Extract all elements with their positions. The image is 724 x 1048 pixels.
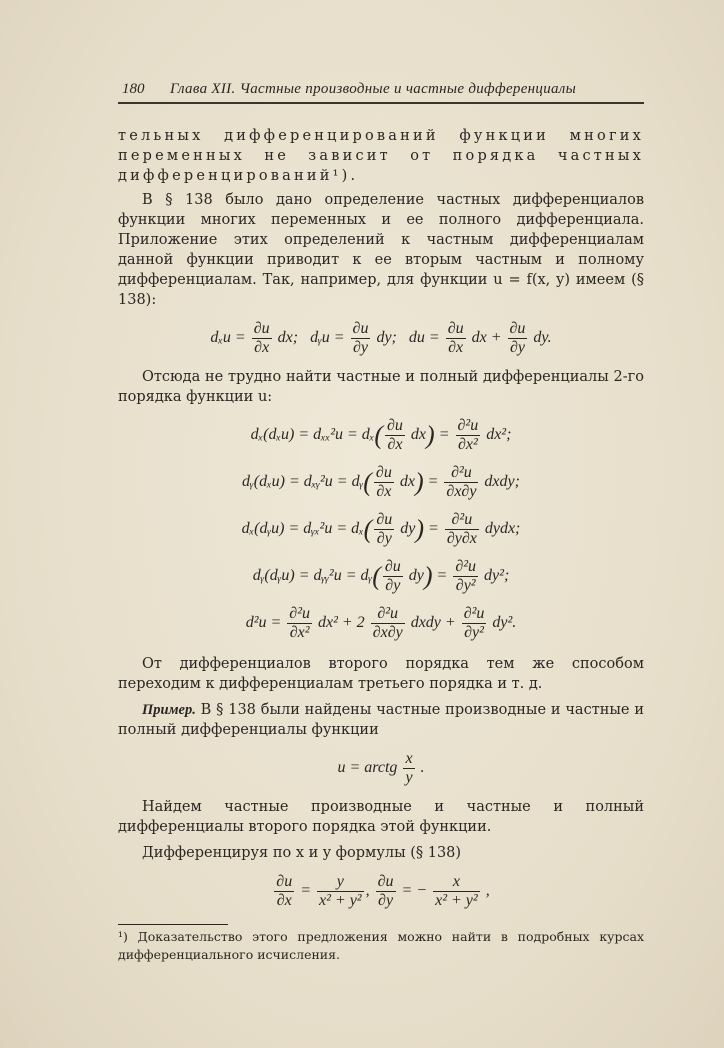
formula-term: dydx;	[480, 520, 521, 538]
fraction-denominator: ∂y	[352, 339, 368, 356]
formula-total-second-differential	[118, 605, 644, 642]
formula-term: =	[424, 520, 443, 538]
formula-term: dᵧ(dᵧu) = dᵧᵧ²u = dᵧ	[252, 567, 373, 585]
fraction-numerator: ∂²u	[457, 417, 479, 434]
formula-dxdy: dₓ(dᵧu) = dᵧₓ²u = dₓ( $\frac{\partial u}{\partial y}$ dy) = $\frac{\text{∂²u}}{\partial y\partial x}$ dydx;	[241, 511, 521, 547]
formula-term: =	[296, 882, 315, 900]
fraction	[462, 605, 487, 642]
fraction	[371, 605, 405, 642]
formula-term: dy	[404, 567, 424, 585]
formula-term: ,	[481, 882, 490, 900]
fraction-numerator: ∂u	[447, 320, 464, 337]
formula-term: =	[434, 426, 454, 444]
footnote: ¹) Доказательство этого предложения можно найти в подробных курсах дифференциального исчисления.	[118, 929, 644, 962]
paragraph-continuation: тельных дифференцирований функции многих переменных не зависит от порядка частных дифференцирований¹).	[118, 128, 644, 184]
fraction-denominator: ∂y	[509, 339, 525, 356]
fraction-denominator: ∂x∂y	[372, 624, 403, 641]
fraction	[433, 873, 480, 910]
fraction-denominator: ∂x	[254, 339, 270, 356]
fraction	[383, 558, 403, 595]
fraction-numerator: ∂u	[253, 320, 270, 337]
formula-partials	[118, 873, 644, 910]
fraction	[317, 873, 364, 910]
formula-term: dx	[406, 426, 427, 444]
fraction-denominator: ∂x∂y	[446, 483, 477, 500]
fraction-denominator: ∂y²	[464, 624, 484, 641]
page-body	[118, 126, 644, 920]
formula-term: ,	[365, 882, 374, 900]
fraction-numerator: y	[317, 873, 364, 892]
formula-first-differentials	[118, 320, 644, 357]
running-head	[118, 80, 644, 104]
fraction-denominator: ∂y	[385, 577, 401, 594]
fraction-denominator: ∂y²	[455, 577, 476, 594]
fraction-denominator: ∂x	[387, 436, 403, 453]
fraction-numerator: ∂²u	[289, 605, 310, 622]
fraction-numerator: ∂²u	[463, 605, 485, 622]
formula-term: d²u =	[245, 614, 286, 632]
example-label: Пример.	[142, 702, 196, 718]
fraction-denominator: ∂x	[376, 483, 392, 500]
formula-term: = −	[397, 882, 432, 900]
formula-term: dy².	[488, 614, 517, 632]
formula-term: .	[416, 759, 425, 777]
fraction-numerator: x	[405, 750, 413, 767]
fraction-numerator: ∂²u	[444, 464, 478, 483]
fraction-denominator: y	[405, 769, 413, 786]
fraction-numerator: ∂u	[384, 558, 401, 575]
formula-term: du =	[408, 329, 444, 347]
fraction-numerator: ∂²u	[371, 605, 405, 624]
paragraph-differentiating: Дифференцируя по x и y формулы (§ 138)	[142, 845, 462, 861]
formula-term: dx;	[273, 329, 299, 347]
formula-term: dy²;	[480, 567, 510, 585]
fraction-denominator: ∂y	[378, 892, 394, 909]
fraction	[508, 320, 528, 357]
fraction-denominator: x² + y²	[435, 892, 478, 909]
formula-term: dx	[395, 473, 415, 491]
formula-term: dᵧu =	[310, 329, 349, 347]
fraction-denominator: ∂x	[448, 339, 464, 356]
fraction	[445, 511, 479, 548]
fraction	[351, 320, 371, 357]
fraction-numerator: ∂u	[375, 464, 392, 481]
formula-term: dy	[396, 520, 416, 538]
fraction	[385, 417, 405, 454]
formula-term: dx² + 2	[313, 614, 369, 632]
fraction-numerator: ∂u	[377, 873, 394, 890]
fraction-denominator: ∂y∂x	[446, 530, 477, 547]
formula-arctg	[118, 750, 644, 787]
formula-term: dᵧ(dₓu) = dₓᵧ²u = dᵧ	[242, 473, 364, 491]
paragraph-example	[118, 700, 644, 740]
fraction	[374, 464, 394, 501]
formula-term: dₓ(dᵧu) = dᵧₓ²u = dₓ	[241, 520, 364, 538]
fraction	[252, 320, 272, 357]
fraction	[446, 320, 466, 357]
fraction-denominator: ∂x	[276, 892, 292, 909]
fraction-numerator: ∂u	[387, 417, 403, 434]
fraction	[374, 511, 394, 548]
formula-term: u = arctg	[337, 759, 402, 777]
formula-term: dxdy +	[406, 614, 460, 632]
fraction	[376, 873, 396, 910]
fraction	[444, 464, 478, 501]
paragraph-second-order: Отсюда не трудно найти частные и полный дифференциалы 2-го порядка функции u:	[118, 369, 644, 405]
formula-term: dxdy;	[480, 473, 520, 491]
page-number: 180	[122, 81, 145, 97]
formula-term: dx +	[467, 329, 506, 347]
formula-term: dy;	[372, 329, 397, 347]
fraction-denominator: ∂y	[376, 530, 392, 547]
fraction	[456, 417, 481, 454]
fraction	[287, 605, 312, 642]
formula-dydx: dᵧ(dₓu) = dₓᵧ²u = dᵧ( $\frac{\partial u}{\partial x}$ dx) = $\frac{\text{∂²u}}{\partial x\partial y}$ dxdy;	[242, 464, 520, 500]
fraction-numerator: ∂²u	[455, 558, 477, 575]
chapter-title: Глава XII. Частные производные и частные дифференциалы	[170, 81, 577, 97]
fraction	[403, 750, 414, 787]
fraction-denominator: ∂x²	[457, 436, 478, 453]
formula-dydy: dᵧ(dᵧu) = dᵧᵧ²u = dᵧ( $\frac{\partial u}{\partial y}$ dy) = $\frac{\text{∂²u}}{\text{∂y²}}$ dy²;	[252, 558, 510, 594]
fraction-numerator: ∂u	[276, 873, 293, 890]
formula-term: dy.	[529, 329, 552, 347]
fraction-numerator: ∂u	[376, 511, 393, 528]
formula-term: =	[423, 473, 443, 491]
formula-dxdx: dₓ(dₓu) = dₓₓ²u = dₓ( $\frac{\partial u}{\partial x}$ dx) = $\frac{\text{∂²u}}{\text{∂x²}}$ dx²;	[250, 417, 512, 453]
formula-term: dₓu =	[210, 329, 250, 347]
formula-term: dx²;	[482, 426, 512, 444]
fraction-denominator: x² + y²	[319, 892, 362, 909]
fraction	[453, 558, 478, 595]
formula-term: =	[432, 567, 452, 585]
fraction-denominator: ∂x²	[289, 624, 310, 641]
paragraph-definitions: В § 138 было дано определение частных дифференциалов функции многих переменных и ее полного дифференциала. Приложение этих определений к частным дифференциалам данной функции приводит к ее вторым частным и полному дифференциалам. Так, например, для функции u = f(x, y) имеем (§ 138):	[118, 192, 644, 308]
fraction-numerator: ∂u	[509, 320, 526, 337]
fraction-numerator: x	[433, 873, 480, 892]
example-text: В § 138 были найдены частные производные и частные и полный дифференциалы функции	[118, 702, 644, 738]
formula-term: dₓ(dₓu) = dₓₓ²u = dₓ	[250, 426, 375, 444]
fraction-numerator: ∂u	[352, 320, 369, 337]
fraction	[274, 873, 294, 910]
paragraph-find: Найдем частные производные и частные и полный дифференциалы второго порядка этой функции.	[118, 799, 644, 835]
paragraph-third-order: От дифференциалов второго порядка тем же способом переходим к дифференциалам третьего порядка и т. д.	[118, 656, 644, 692]
fraction-numerator: ∂²u	[445, 511, 479, 530]
footnote-rule	[118, 924, 228, 925]
